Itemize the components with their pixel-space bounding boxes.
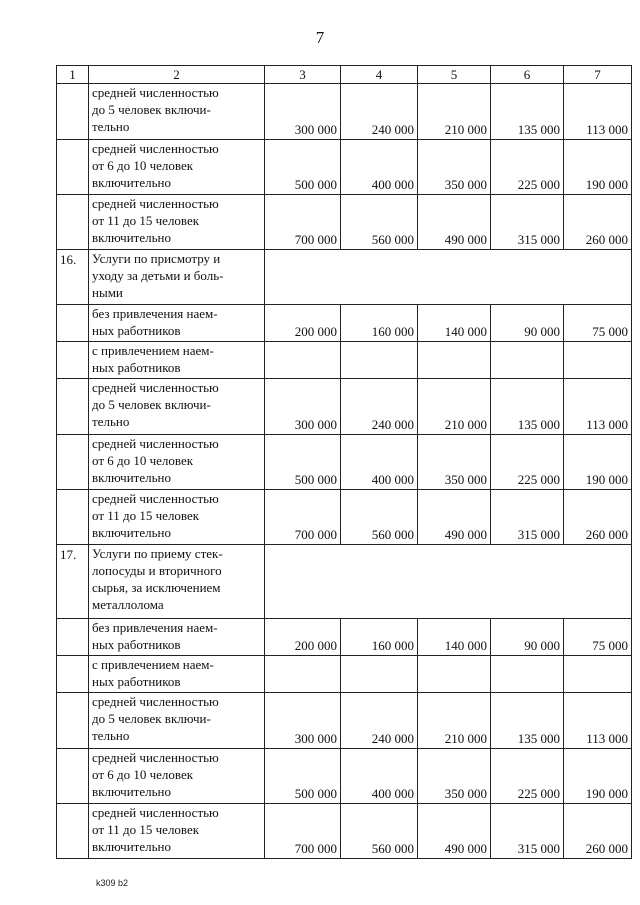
table-row [57,619,632,656]
value-cell-col-3: 200 000 [265,619,341,656]
value-cell-col-7: 190 000 [564,140,632,195]
row-description [89,342,265,379]
row-index [57,140,89,195]
row-index [57,305,89,342]
value-cell-col-3: 700 000 [265,804,341,859]
value-cell-col-6 [491,342,564,379]
description-line: ных работников [92,360,181,375]
description-line: от 11 до 15 человек [92,822,200,837]
description-line: средней численностью [92,491,219,506]
description-line: металлолома [92,597,164,612]
section-row [57,545,632,619]
description-line: ных работников [92,674,181,689]
row-index [57,84,89,140]
description-line: ных работников [92,323,181,338]
column-number-7: 7 [564,66,632,84]
description-line: включительно [92,525,171,540]
row-description [89,545,265,619]
row-index [57,379,89,435]
table-row [57,804,632,859]
value-cell-col-6: 225 000 [491,140,564,195]
value-cell-col-5 [418,656,491,693]
row-description [89,250,265,305]
value-cell-col-3: 700 000 [265,195,341,250]
value-cell-col-7: 113 000 [564,379,632,435]
value-cell-col-5: 490 000 [418,195,491,250]
value-cell-col-5: 350 000 [418,749,491,804]
value-cell-col-5: 210 000 [418,84,491,140]
table-row [57,195,632,250]
row-description [89,693,265,749]
value-cell-col-6: 90 000 [491,619,564,656]
value-cell-col-6: 225 000 [491,435,564,490]
value-cell-col-6: 315 000 [491,804,564,859]
table-row [57,84,632,140]
row-description [89,435,265,490]
value-cell-col-5: 210 000 [418,693,491,749]
merged-value-cell [265,250,632,305]
value-cell-col-3: 500 000 [265,435,341,490]
description-line: без привлечения наем- [92,620,218,635]
value-cell-col-3: 500 000 [265,140,341,195]
description-line: тельно [92,414,130,429]
description-line: до 5 человек включи- [92,102,211,117]
value-cell-col-4: 240 000 [341,379,418,435]
description-line: до 5 человек включи- [92,711,211,726]
value-cell-col-7: 75 000 [564,305,632,342]
description-line: лопосуды и вторичного [92,563,222,578]
row-index [57,619,89,656]
description-line: включительно [92,230,171,245]
value-cell-col-5: 490 000 [418,490,491,545]
value-cell-col-4: 400 000 [341,435,418,490]
description-line: тельно [92,119,130,134]
description-line: Услуги по присмотру и [92,251,221,266]
row-index [57,804,89,859]
table-row [57,342,632,379]
value-cell-col-3 [265,342,341,379]
row-description [89,749,265,804]
value-cell-col-7: 190 000 [564,749,632,804]
description-line: ных работников [92,637,181,652]
description-line: уходу за детьми и боль- [92,268,224,283]
value-cell-col-4 [341,342,418,379]
value-cell-col-5: 490 000 [418,804,491,859]
description-line: средней численностью [92,196,219,211]
description-line: без привлечения наем- [92,306,218,321]
row-description [89,490,265,545]
row-index: 17. [57,545,89,619]
description-line: от 6 до 10 человек [92,453,194,468]
value-cell-col-6: 135 000 [491,84,564,140]
value-cell-col-7: 260 000 [564,804,632,859]
table-row [57,749,632,804]
description-line: включительно [92,839,171,854]
row-index [57,490,89,545]
description-line: тельно [92,728,130,743]
page-number: 7 [315,28,325,47]
value-cell-col-3: 500 000 [265,749,341,804]
value-cell-col-4: 400 000 [341,749,418,804]
row-index: 16. [57,250,89,305]
row-index [57,435,89,490]
value-cell-col-6: 135 000 [491,379,564,435]
value-cell-col-6: 315 000 [491,490,564,545]
row-description [89,619,265,656]
column-number-4: 4 [341,66,418,84]
value-cell-col-3: 200 000 [265,305,341,342]
value-cell-col-5: 210 000 [418,379,491,435]
value-cell-col-7 [564,656,632,693]
table-header-row [57,66,632,84]
footer-code: k309 b2 [96,878,129,888]
description-line: с привлечением наем- [92,657,214,672]
value-cell-col-7: 75 000 [564,619,632,656]
value-cell-col-5: 350 000 [418,140,491,195]
value-cell-col-7: 113 000 [564,693,632,749]
value-cell-col-4: 240 000 [341,693,418,749]
rates-table [56,65,632,859]
table-row [57,305,632,342]
table-row [57,490,632,545]
row-description [89,656,265,693]
row-index [57,749,89,804]
description-line: от 6 до 10 человек [92,158,194,173]
value-cell-col-4: 160 000 [341,619,418,656]
row-index [57,195,89,250]
value-cell-col-6: 90 000 [491,305,564,342]
column-number-2: 2 [89,66,265,84]
row-index [57,656,89,693]
value-cell-col-5: 140 000 [418,619,491,656]
value-cell-col-4: 240 000 [341,84,418,140]
value-cell-col-7: 260 000 [564,195,632,250]
value-cell-col-3: 700 000 [265,490,341,545]
description-line: включительно [92,784,171,799]
value-cell-col-4: 560 000 [341,195,418,250]
value-cell-col-6: 135 000 [491,693,564,749]
description-line: от 6 до 10 человек [92,767,194,782]
description-line: средней численностью [92,694,219,709]
table-row [57,656,632,693]
value-cell-col-3 [265,656,341,693]
row-description [89,195,265,250]
value-cell-col-5: 350 000 [418,435,491,490]
value-cell-col-6: 225 000 [491,749,564,804]
table-row [57,693,632,749]
value-cell-col-7: 260 000 [564,490,632,545]
value-cell-col-6: 315 000 [491,195,564,250]
value-cell-col-4: 560 000 [341,490,418,545]
row-description [89,84,265,140]
section-row [57,250,632,305]
description-line: средней численностью [92,750,219,765]
row-description [89,804,265,859]
value-cell-col-4: 160 000 [341,305,418,342]
description-line: включительно [92,175,171,190]
value-cell-col-4: 560 000 [341,804,418,859]
value-cell-col-3: 300 000 [265,379,341,435]
merged-value-cell [265,545,632,619]
description-line: средней численностью [92,85,219,100]
description-line: средней численностью [92,436,219,451]
table-row [57,140,632,195]
description-line: от 11 до 15 человек [92,213,200,228]
value-cell-col-3: 300 000 [265,84,341,140]
description-line: включительно [92,470,171,485]
column-number-3: 3 [265,66,341,84]
description-line: сырья, за исключением [92,580,221,595]
table-row [57,435,632,490]
description-line: средней численностью [92,380,219,395]
value-cell-col-5: 140 000 [418,305,491,342]
value-cell-col-4: 400 000 [341,140,418,195]
table-row [57,379,632,435]
column-number-5: 5 [418,66,491,84]
value-cell-col-7: 190 000 [564,435,632,490]
value-cell-col-7: 113 000 [564,84,632,140]
value-cell-col-7 [564,342,632,379]
description-line: средней численностью [92,141,219,156]
value-cell-col-6 [491,656,564,693]
row-description [89,379,265,435]
value-cell-col-4 [341,656,418,693]
description-line: до 5 человек включи- [92,397,211,412]
row-index [57,342,89,379]
description-line: Услуги по приему стек- [92,546,223,561]
row-index [57,693,89,749]
description-line: от 11 до 15 человек [92,508,200,523]
value-cell-col-3: 300 000 [265,693,341,749]
description-line: с привлечением наем- [92,343,214,358]
row-description [89,140,265,195]
column-number-6: 6 [491,66,564,84]
column-number-1: 1 [57,66,89,84]
row-description [89,305,265,342]
value-cell-col-5 [418,342,491,379]
description-line: ными [92,285,123,300]
description-line: средней численностью [92,805,219,820]
